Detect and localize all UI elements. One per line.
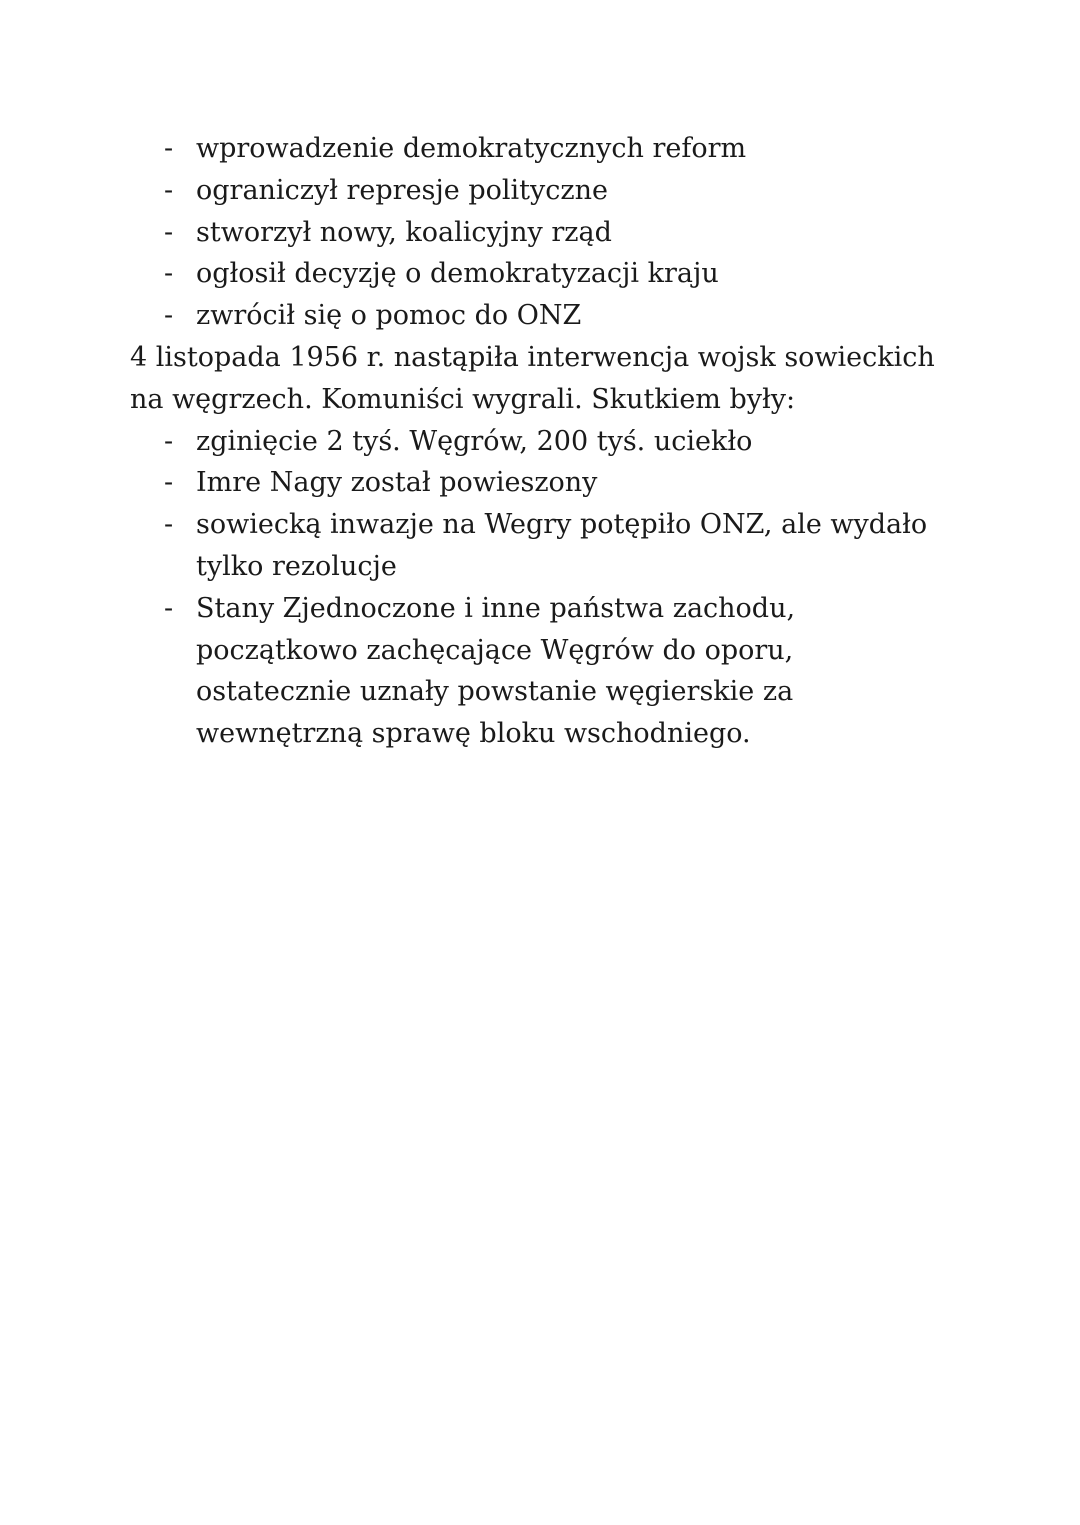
dash-bullet-icon: -: [164, 258, 174, 290]
dash-bullet-icon: -: [164, 425, 174, 457]
list-item: - wprowadzenie demokratycznych reform: [130, 128, 950, 170]
document-content: [130, 128, 950, 755]
list-item: - zwrócił się o pomoc do ONZ: [130, 295, 950, 337]
list-item: - zginięcie 2 tyś. Węgrów, 200 tyś. uciekło: [130, 421, 950, 463]
list-item: - Imre Nagy został powieszony: [130, 462, 950, 504]
dash-bullet-icon: -: [164, 133, 174, 164]
list-item: - Stany Zjednoczone i inne państwa zachodu, początkowo zachęcające Węgrów do oporu, ostatecznie uznały powstanie węgierskie za wewnętrzną sprawę bloku wschodniego.: [130, 588, 950, 755]
consequences-list: [130, 421, 950, 755]
list-item: - stworzył nowy, koalicyjny rząd: [130, 212, 950, 254]
dash-bullet-icon: -: [164, 467, 174, 499]
dash-bullet-icon: -: [164, 592, 174, 624]
dash-bullet-icon: -: [164, 300, 174, 332]
intervention-paragraph: 4 listopada 1956 r. nastąpiła interwencja wojsk sowieckich na węgrzech. Komuniści wygrali. Skutkiem były:: [130, 341, 935, 415]
dash-bullet-icon: -: [164, 174, 174, 206]
dash-bullet-icon: -: [164, 509, 174, 541]
list-item: - ograniczył represje polityczne: [130, 170, 950, 212]
list-item: - sowiecką inwazje na Wegry potępiło ONZ, ale wydało tylko rezolucje: [130, 504, 950, 588]
reforms-list: [130, 128, 950, 337]
list-item: - ogłosił decyzję o demokratyzacji kraju: [130, 253, 950, 295]
dash-bullet-icon: -: [164, 216, 174, 248]
